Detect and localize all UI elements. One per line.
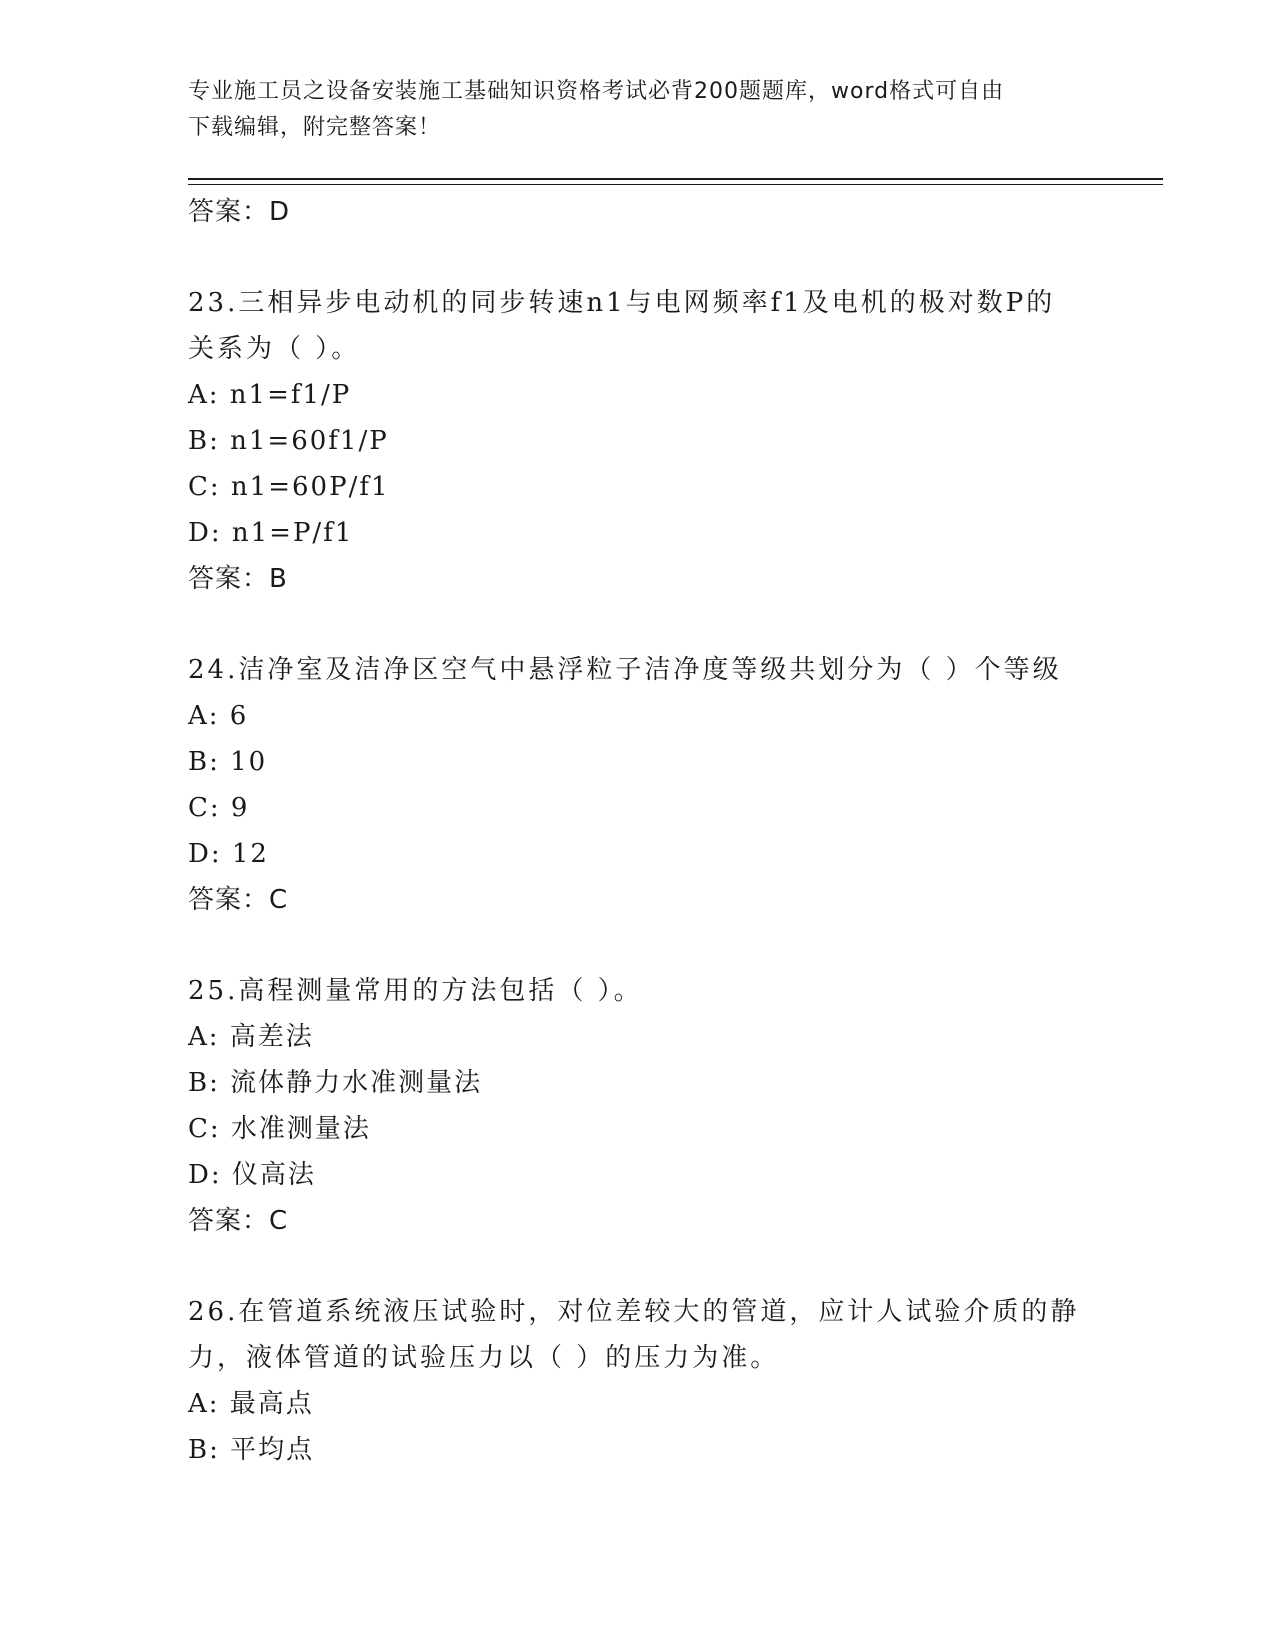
document-header xyxy=(188,74,1068,146)
answer-line: 答案：D xyxy=(188,197,291,227)
question-text-line: 关系为（ ）。 xyxy=(188,334,361,364)
option-c: C: 9 xyxy=(188,793,250,823)
option-b: B: 平均点 xyxy=(188,1435,315,1465)
document-body xyxy=(188,189,1088,1473)
header-line-2: 下载编辑，附完整答案！ xyxy=(188,115,442,140)
header-divider-thin xyxy=(188,184,1163,185)
answer-line: 答案：C xyxy=(188,1206,289,1236)
question-23 xyxy=(188,280,1088,602)
question-text-line: 23.三相异步电动机的同步转速n1与电网频率f1及电机的极对数P的 xyxy=(188,288,1056,318)
question-text-line: 26.在管道系统液压试验时，对位差较大的管道，应计人试验介质的静 xyxy=(188,1297,1080,1327)
question-text-line: 25.高程测量常用的方法包括（ ）。 xyxy=(188,976,643,1006)
header-divider-thick xyxy=(188,178,1163,180)
option-b: B: n1=60f1/P xyxy=(188,426,389,456)
option-b: B: 10 xyxy=(188,747,268,777)
answer-line: 答案：B xyxy=(188,564,288,594)
option-a: A: 6 xyxy=(188,701,249,731)
option-a: A: n1=f1/P xyxy=(188,380,352,410)
option-d: D: 12 xyxy=(188,839,269,869)
option-c: C: 水准测量法 xyxy=(188,1114,371,1144)
question-text-line: 力，液体管道的试验压力以（ ）的压力为准。 xyxy=(188,1343,780,1373)
answer-line: 答案：C xyxy=(188,885,289,915)
question-26 xyxy=(188,1289,1088,1473)
question-24 xyxy=(188,647,1088,923)
option-d: D: n1=P/f1 xyxy=(188,518,354,548)
option-a: A: 最高点 xyxy=(188,1389,314,1419)
option-b: B: 流体静力水准测量法 xyxy=(188,1068,483,1098)
question-25 xyxy=(188,968,1088,1244)
option-d: D: 仪高法 xyxy=(188,1160,316,1190)
header-line-1: 专业施工员之设备安装施工基础知识资格考试必背200题题库，word格式可自由 xyxy=(188,79,1005,104)
option-c: C: n1=60P/f1 xyxy=(188,472,390,502)
question-text-line: 24.洁净室及洁净区空气中悬浮粒子洁净度等级共划分为（ ）个等级 xyxy=(188,655,1062,685)
option-a: A: 高差法 xyxy=(188,1022,314,1052)
